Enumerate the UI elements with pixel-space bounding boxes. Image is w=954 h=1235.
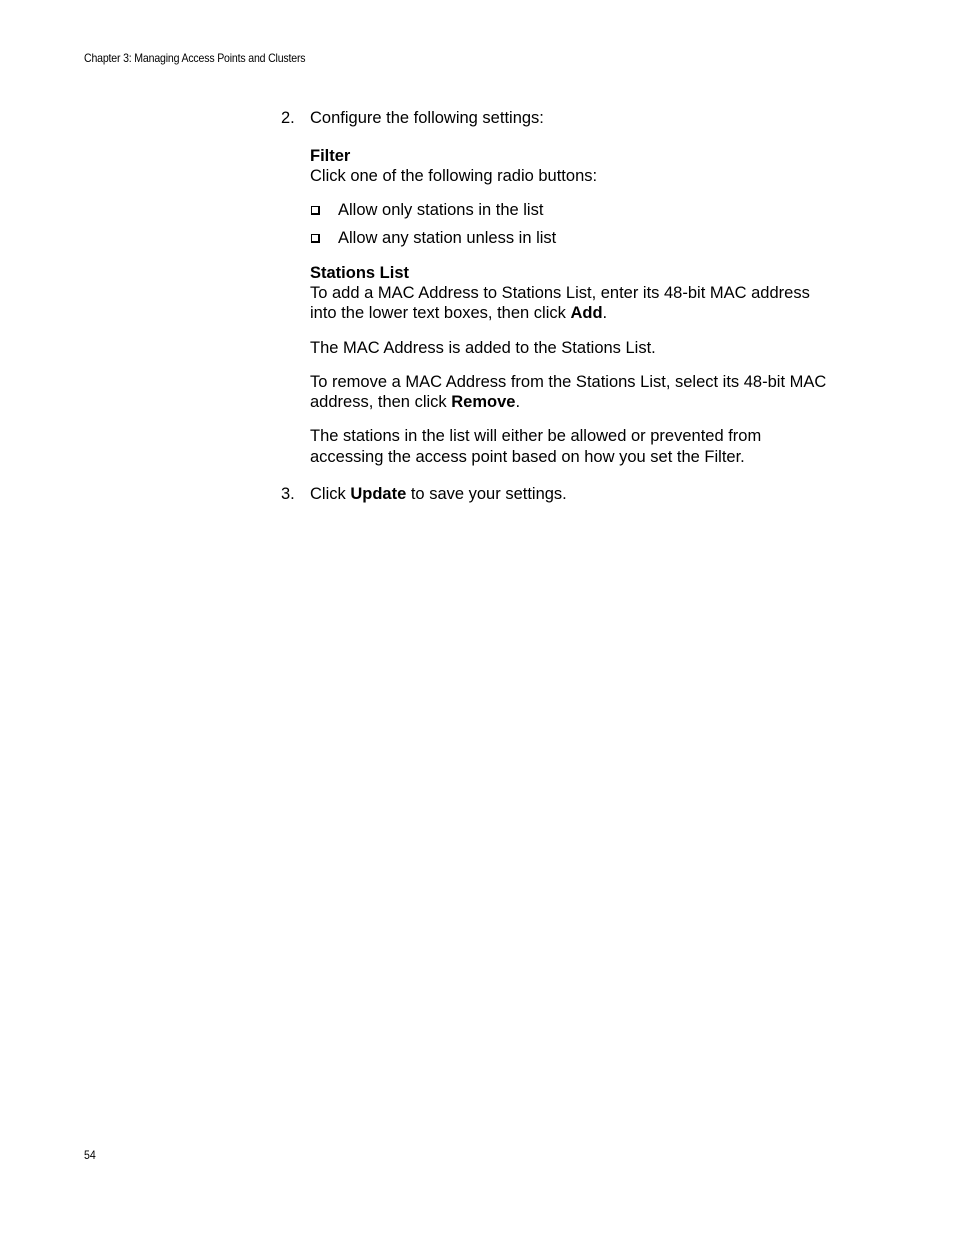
stations-added-note: The MAC Address is added to the Stations List. [310,339,656,357]
page-number: 54 [84,1148,96,1162]
stations-add-line1: To add a MAC Address to Stations List, enter its 48-bit MAC address [310,284,810,302]
remove-keyword: Remove [451,393,516,411]
checkbox-bullet-icon [311,234,320,243]
stations-add-line2 [310,303,607,323]
filter-heading: Filter [310,147,351,165]
add-keyword: Add [570,304,603,322]
stations-add-line2-text: into the lower text boxes, then click [310,304,571,322]
step-3-text-end: to save your settings. [406,485,567,503]
stations-remove-line2-end: . [515,393,521,411]
step-3-text [310,484,567,504]
filter-intro: Click one of the following radio buttons: [310,167,598,185]
filter-option-allow-any: Allow any station unless in list [338,229,557,247]
step-2-text: Configure the following settings: [310,109,544,127]
step-3-text-start: Click [310,485,351,503]
step-number-2: 2. [281,109,295,127]
step-number-3: 3. [281,485,295,503]
filter-option-allow-only: Allow only stations in the list [338,201,544,219]
stations-list-heading: Stations List [310,264,410,282]
stations-remove-line2-text: address, then click [310,393,452,411]
checkbox-bullet-icon [311,206,320,215]
update-keyword: Update [350,485,407,503]
stations-remove-line1: To remove a MAC Address from the Stations List, select its 48-bit MAC [310,373,827,391]
running-header: Chapter 3: Managing Access Points and Clusters [84,51,306,65]
stations-add-line2-end: . [602,304,608,322]
stations-effect-line2: accessing the access point based on how you set the Filter. [310,448,745,466]
stations-effect-line1: The stations in the list will either be allowed or prevented from [310,427,762,445]
stations-remove-line2 [310,392,520,412]
